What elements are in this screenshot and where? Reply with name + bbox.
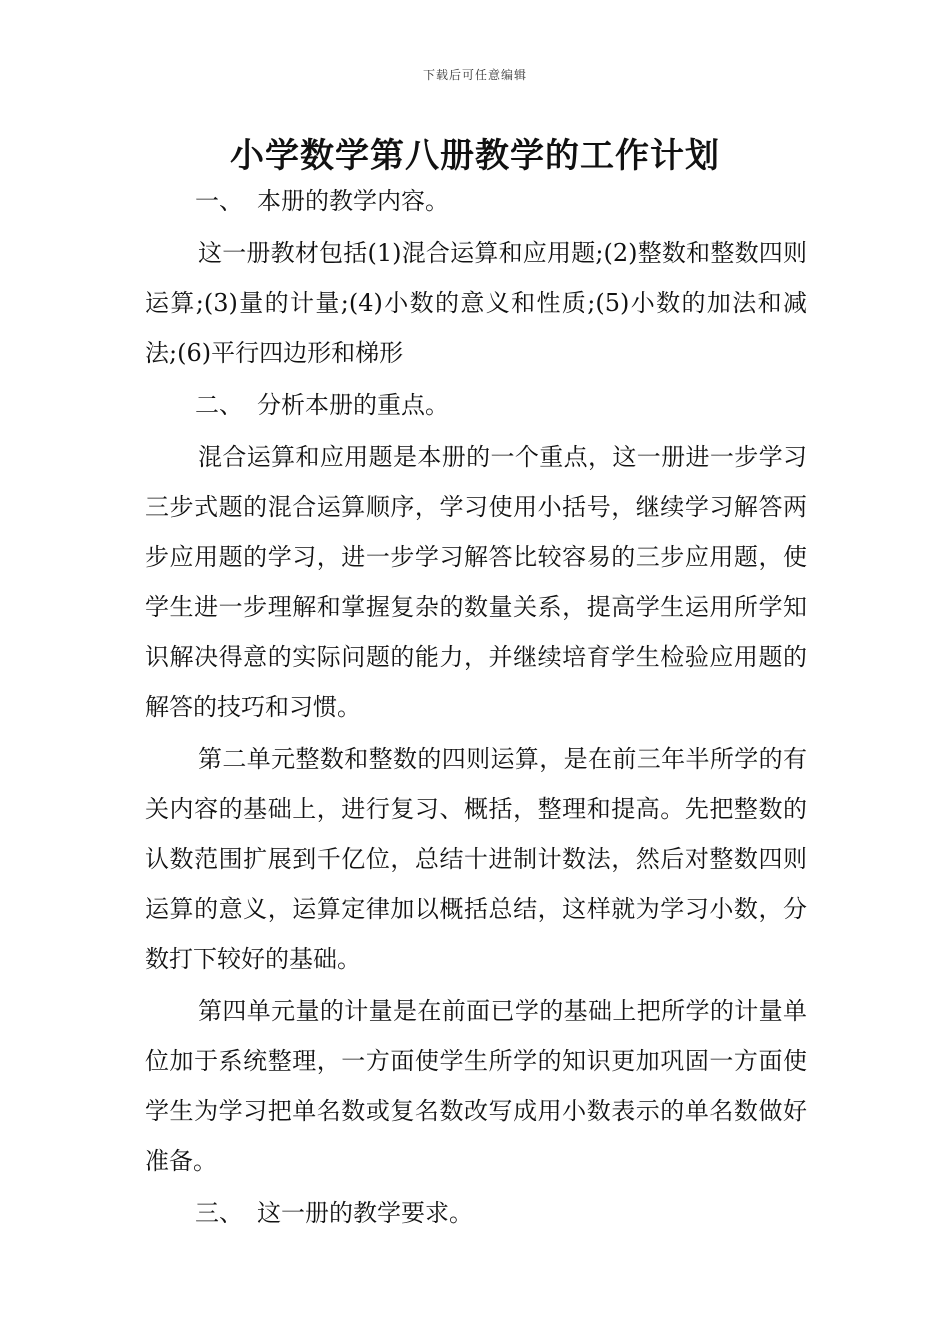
section-heading-text: 这一册的教学要求。 [257,1199,473,1227]
section-heading-1 [145,176,807,226]
section-number: 二、 [195,391,243,419]
paragraph: 第四单元量的计量是在前面已学的基础上把所学的计量单位加于系统整理，一方面使学生所学的知识更加巩固一方面使学生为学习把单名数或复名数改写成用小数表示的单名数做好准备。 [145,997,807,1175]
section-heading-text: 分析本册的重点。 [257,391,449,419]
document-body [145,176,807,1240]
section-heading-3 [145,1188,807,1238]
section-number: 一、 [195,187,243,215]
document-title: 小学数学第八册教学的工作计划 [230,136,720,176]
section-number: 三、 [195,1199,243,1227]
section-heading-text: 本册的教学内容。 [257,187,449,215]
paragraph: 这一册教材包括(1)混合运算和应用题;(2)整数和整数四则运算;(3)量的计量;(4)小数的意义和性质;(5)小数的加法和减法;(6)平行四边形和梯形 [145,239,807,367]
paragraph: 混合运算和应用题是本册的一个重点，这一册进一步学习三步式题的混合运算顺序，学习使用小括号，继续学习解答两步应用题的学习，进一步学习解答比较容易的三步应用题，使学生进一步理解和掌握复杂的数量关系，提高学生运用所学知识解决得意的实际问题的能力，并继续培育学生检验应用题的解答的技巧和习惯。 [145,443,807,721]
paragraph: 第二单元整数和整数的四则运算，是在前三年半所学的有关内容的基础上，进行复习、概括，整理和提高。先把整数的认数范围扩展到千亿位，总结十进制计数法，然后对整数四则运算的意义，运算定律加以概括总结，这样就为学习小数，分数打下较好的基础。 [145,745,807,973]
section-heading-2 [145,380,807,430]
download-note: 下载后可任意编辑 [422,68,527,82]
